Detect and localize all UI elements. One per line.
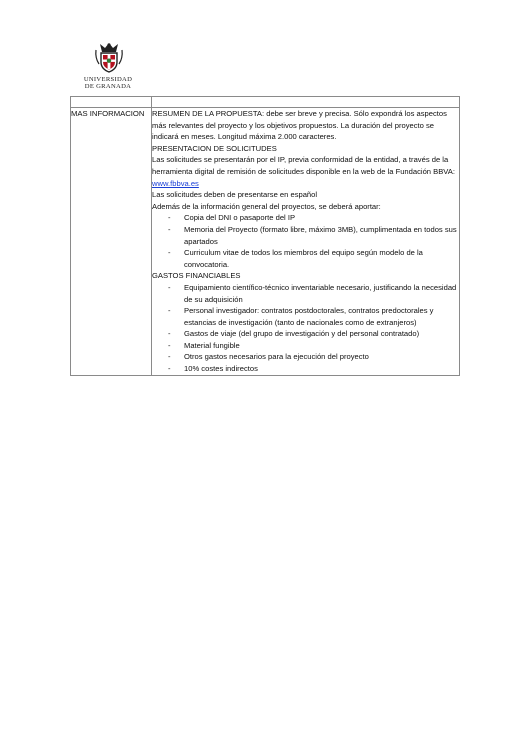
bullet-dash: - xyxy=(168,340,171,350)
list-item-text: Copia del DNI o pasaporte del IP xyxy=(184,213,296,223)
bullet-dash: - xyxy=(168,282,171,292)
row-content-cell xyxy=(152,108,460,376)
list-item xyxy=(152,212,459,224)
fbbva-link[interactable]: www.fbbva.es xyxy=(152,178,199,188)
header-cell-right xyxy=(152,97,460,108)
bullet-dash: - xyxy=(168,248,171,258)
row-label-cell xyxy=(71,108,152,376)
resumen-paragraph xyxy=(152,108,459,143)
university-name xyxy=(78,76,138,91)
list-item-text: Otros gastos necesarios para la ejecución del proyecto xyxy=(184,352,369,362)
table-row xyxy=(71,108,460,376)
presentacion-text: Las solicitudes se presentarán por el IP, previa conformidad de la entidad, a través de la herramienta digital de remisión de solicitudes disponible en la web de la Fundación BBVA: xyxy=(152,155,455,176)
list-item-text: Gastos de viaje (del grupo de investigación y del personal contratado) xyxy=(184,329,420,339)
list-item xyxy=(152,247,459,270)
list-item xyxy=(152,340,459,352)
university-name-line1: UNIVERSIDAD xyxy=(83,76,133,83)
bullet-dash: - xyxy=(168,352,171,362)
list-item xyxy=(152,328,459,340)
presentacion-line3: Además de la información general del proyectos, se deberá aportar: xyxy=(152,201,381,211)
list-item-text: Curriculum vitae de todos los miembros del equipo según modelo de la convocatoria. xyxy=(184,248,423,269)
list-item xyxy=(152,351,459,363)
list-item-text: Equipamiento científico-técnico inventariable necesario, justificando la necesidad de su adquisición xyxy=(184,282,457,304)
bullet-dash: - xyxy=(168,329,171,339)
bullet-dash: - xyxy=(168,364,171,374)
bullet-dash: - xyxy=(168,224,171,234)
presentacion-list xyxy=(152,212,459,270)
header-cell-left xyxy=(71,97,152,108)
list-item-text: Material fungible xyxy=(184,340,240,350)
coat-of-arms-icon xyxy=(94,40,124,74)
list-item xyxy=(152,363,459,375)
presentacion-line2: Las solicitudes deben de presentarse en español xyxy=(152,190,318,200)
resumen-text: : debe ser breve y precisa. Sólo expondrá los aspectos más relevantes del proyecto y los objetivos propuestos. La duración del proyecto se indicará en meses. Longitud máxima 2.000 caracteres. xyxy=(152,109,447,142)
list-item-text: 10% costes indirectos xyxy=(184,364,258,374)
table-header-row xyxy=(71,97,460,108)
gastos-list xyxy=(152,282,459,375)
list-item-text: Memoria del Proyecto (formato libre, máximo 3MB), cumplimentada en todos sus apartados xyxy=(184,224,457,246)
presentacion-paragraph xyxy=(152,154,459,189)
list-item xyxy=(152,282,459,305)
row-label: MAS INFORMACION xyxy=(71,109,145,118)
presentacion-heading: PRESENTACION DE SOLICITUDES xyxy=(152,143,277,153)
university-logo xyxy=(78,40,138,96)
university-name-line2: DE GRANADA xyxy=(84,83,132,91)
bullet-dash: - xyxy=(168,213,171,223)
info-table xyxy=(70,96,460,376)
bullet-dash: - xyxy=(168,306,171,316)
list-item xyxy=(152,305,459,328)
list-item xyxy=(152,224,459,247)
gastos-heading: GASTOS FINANCIABLES xyxy=(152,271,241,281)
list-item-text: Personal investigador: contratos postdoctorales, contratos predoctorales y estancias de investigación (tanto de nacionales como de extranjeros) xyxy=(184,306,434,327)
resumen-heading: RESUMEN DE LA PROPUESTA xyxy=(152,109,262,118)
